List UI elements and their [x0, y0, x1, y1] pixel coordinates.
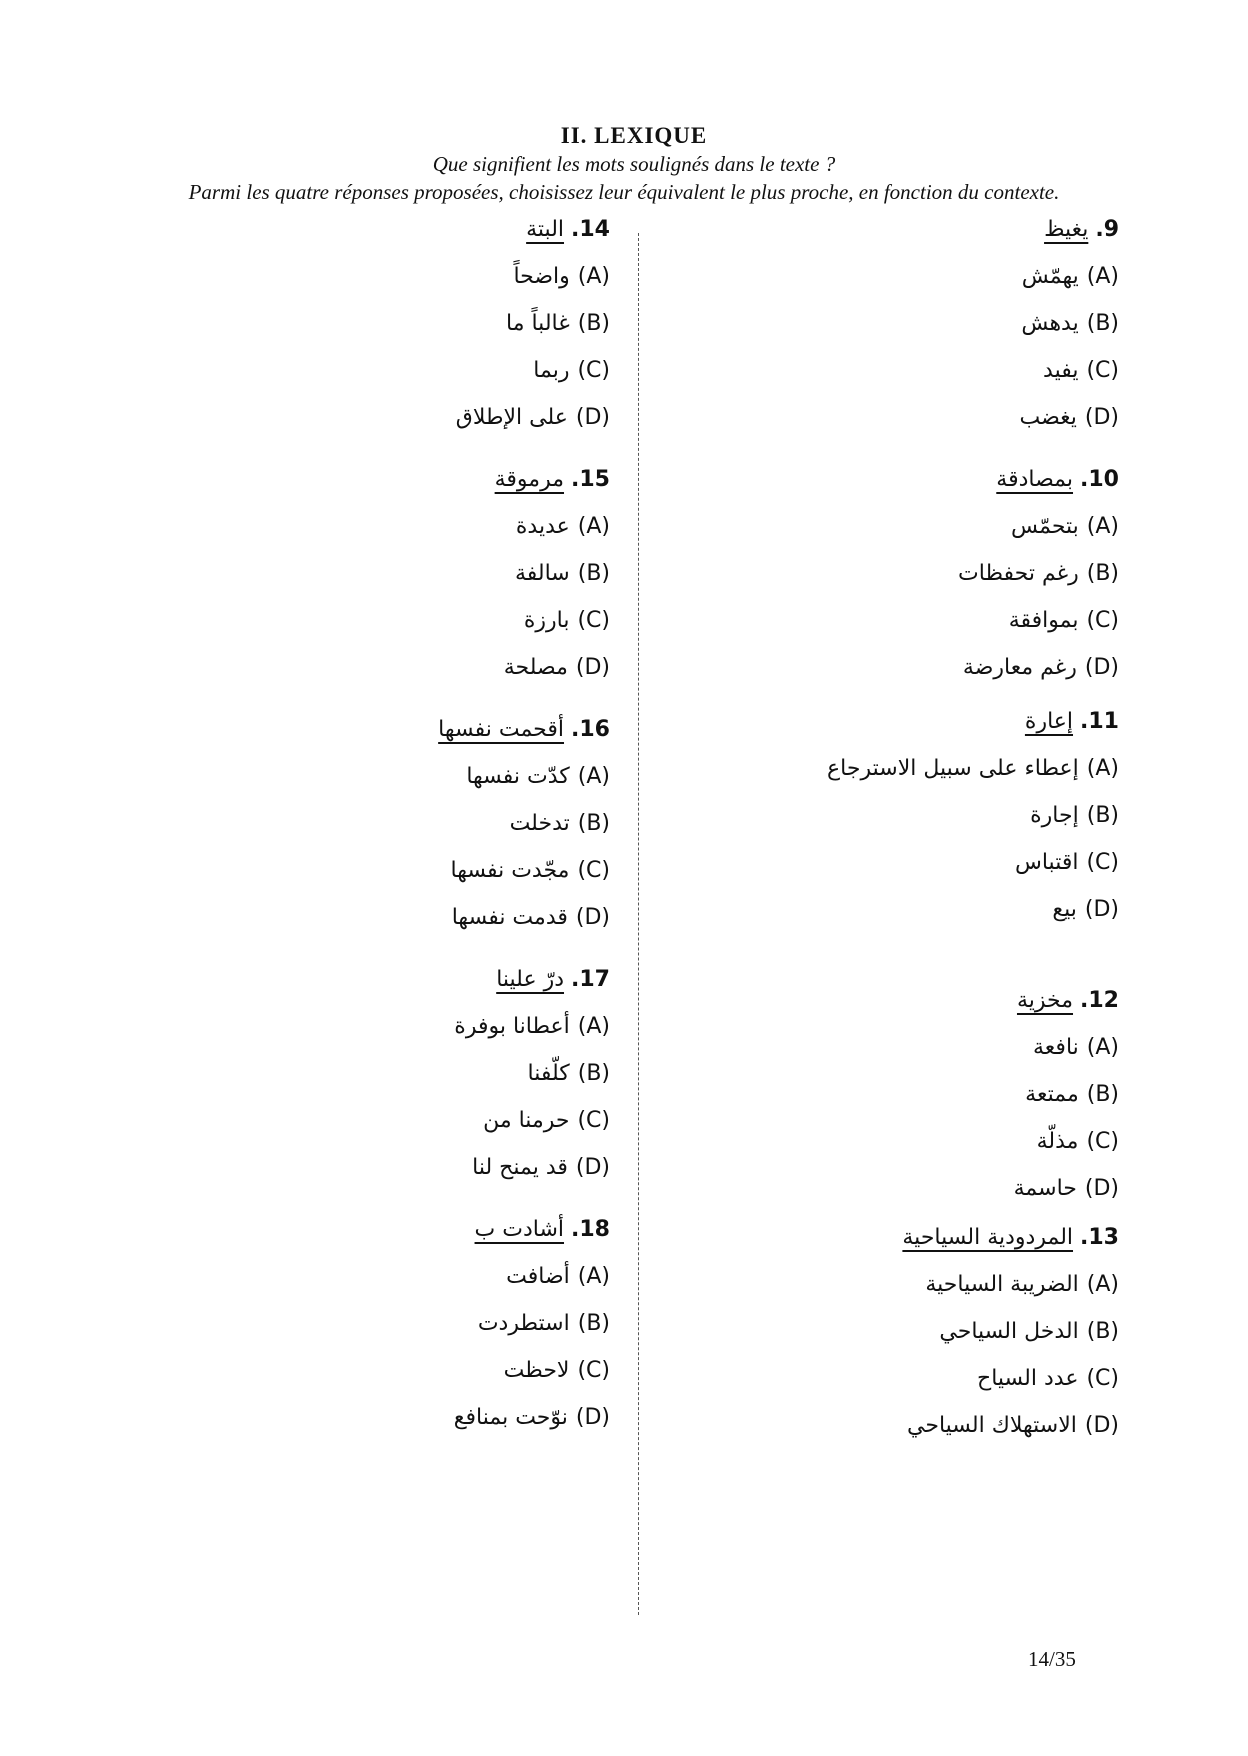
underlined-word: يغيظ — [1044, 217, 1089, 242]
option-text: نوّحت بمنافع — [453, 1405, 568, 1430]
option-text: يغضب — [1019, 405, 1077, 430]
answer-option[interactable] — [902, 1355, 1119, 1402]
option-label: (D) — [575, 405, 610, 430]
option-text: حاسمة — [1013, 1176, 1077, 1201]
answer-option[interactable] — [1014, 1118, 1119, 1165]
answer-option[interactable] — [827, 839, 1119, 886]
option-text: رغم تحفظات — [958, 561, 1079, 586]
answer-option[interactable] — [902, 1308, 1119, 1355]
option-text: أضافت — [506, 1264, 570, 1289]
answer-option[interactable] — [438, 847, 610, 894]
option-label: (B) — [577, 561, 610, 586]
option-text: ربما — [533, 358, 570, 383]
option-text: سالفة — [514, 561, 570, 586]
option-text: إجارة — [1030, 803, 1079, 828]
option-text: الدخل السياحي — [939, 1319, 1079, 1344]
answer-option[interactable] — [495, 550, 610, 597]
column-divider — [638, 233, 639, 1615]
question-number: 11. — [1080, 709, 1119, 734]
option-label: (B) — [577, 1061, 610, 1086]
option-label: (D) — [1084, 405, 1119, 430]
answer-option[interactable] — [1019, 300, 1119, 347]
option-label: (C) — [577, 858, 610, 883]
answer-option[interactable] — [454, 1097, 610, 1144]
underlined-word: مرموقة — [494, 467, 565, 492]
answer-option[interactable] — [958, 550, 1119, 597]
option-label: (C) — [1086, 358, 1119, 383]
option-label: (C) — [577, 608, 610, 633]
answer-option[interactable] — [495, 644, 610, 691]
answer-option[interactable] — [454, 1144, 610, 1191]
question-heading — [1014, 977, 1119, 1024]
option-label: (A) — [1086, 1035, 1119, 1060]
option-label: (A) — [1086, 1272, 1119, 1297]
option-label: (B) — [1086, 1082, 1119, 1107]
option-text: كلّفنا — [527, 1061, 570, 1086]
section-header — [0, 122, 1248, 206]
option-label: (A) — [577, 764, 610, 789]
option-label: (D) — [575, 655, 610, 680]
option-label: (D) — [1084, 897, 1119, 922]
question-heading — [495, 456, 610, 503]
underlined-word: بمصادقة — [996, 467, 1074, 492]
instruction-line-2: Parmi les quatre réponses proposées, choisissez leur équivalent le plus proche, en fonction du contexte. — [188, 180, 1060, 204]
option-text: استطردت — [477, 1311, 570, 1336]
option-text: ممتعة — [1025, 1082, 1079, 1107]
question-number: 16. — [571, 717, 610, 742]
option-text: الضريبة السياحية — [925, 1272, 1079, 1297]
answer-option[interactable] — [454, 1003, 610, 1050]
answer-option[interactable] — [827, 886, 1119, 933]
answer-option[interactable] — [456, 394, 610, 441]
option-label: (C) — [1086, 1129, 1119, 1154]
option-label: (D) — [575, 1405, 610, 1430]
option-label: (D) — [575, 1155, 610, 1180]
option-text: يدهش — [1021, 311, 1079, 336]
question-number: 13. — [1080, 1225, 1119, 1250]
option-label: (C) — [577, 1358, 610, 1383]
underlined-word: درّ علينا — [496, 967, 565, 992]
answer-option[interactable] — [454, 1050, 610, 1097]
question-block — [495, 456, 610, 691]
option-label: (A) — [577, 1264, 610, 1289]
option-label: (A) — [1086, 264, 1119, 289]
option-text: واضحاً — [513, 264, 570, 289]
question-number: 18. — [571, 1217, 610, 1242]
answer-option[interactable] — [495, 503, 610, 550]
answer-option[interactable] — [1019, 394, 1119, 441]
section-title: II. LEXIQUE — [560, 123, 708, 148]
answer-option[interactable] — [438, 894, 610, 941]
underlined-word: البتة — [526, 217, 565, 242]
question-heading — [902, 1214, 1119, 1261]
answer-option[interactable] — [827, 745, 1119, 792]
underlined-word: أقحمت نفسها — [438, 717, 565, 742]
answer-option[interactable] — [456, 347, 610, 394]
option-text: إعطاء على سبيل الاسترجاع — [827, 756, 1079, 781]
answer-option[interactable] — [827, 792, 1119, 839]
answer-option[interactable] — [1019, 253, 1119, 300]
option-label: (A) — [1086, 756, 1119, 781]
question-heading — [454, 1206, 610, 1253]
question-block — [902, 1214, 1119, 1449]
option-label: (B) — [577, 1311, 610, 1336]
option-text: بارزة — [523, 608, 570, 633]
question-number: 10. — [1080, 467, 1119, 492]
answer-option[interactable] — [958, 597, 1119, 644]
option-text: لاحظت — [503, 1358, 570, 1383]
option-text: قد يمنح لنا — [472, 1155, 568, 1180]
page-number: 14/35 — [1028, 1647, 1076, 1671]
option-label: (C) — [1086, 608, 1119, 633]
question-block — [454, 956, 610, 1191]
option-text: مجّدت نفسها — [450, 858, 570, 883]
answer-option[interactable] — [958, 503, 1119, 550]
option-label: (C) — [1086, 850, 1119, 875]
option-label: (B) — [1086, 311, 1119, 336]
option-label: (B) — [577, 811, 610, 836]
answer-option[interactable] — [958, 644, 1119, 691]
option-text: تدخلت — [509, 811, 570, 836]
option-text: مذلّة — [1036, 1129, 1079, 1154]
answer-option[interactable] — [456, 253, 610, 300]
answer-option[interactable] — [456, 300, 610, 347]
option-text: اقتباس — [1015, 850, 1079, 875]
question-heading — [438, 706, 610, 753]
answer-option[interactable] — [902, 1402, 1119, 1449]
option-text: عديدة — [515, 514, 570, 539]
question-heading — [827, 698, 1119, 745]
underlined-word: إعارة — [1024, 709, 1074, 734]
option-label: (B) — [1086, 803, 1119, 828]
answer-option[interactable] — [454, 1394, 610, 1441]
option-text: بتحمّس — [1011, 514, 1079, 539]
question-block — [1014, 977, 1119, 1212]
option-text: يفيد — [1043, 358, 1079, 383]
answer-option[interactable] — [1014, 1024, 1119, 1071]
answer-option[interactable] — [1019, 347, 1119, 394]
option-text: مصلحة — [503, 655, 568, 680]
question-number: 12. — [1080, 988, 1119, 1013]
option-text: على الإطلاق — [455, 405, 568, 430]
option-text: عدد السياح — [977, 1366, 1079, 1391]
option-label: (A) — [577, 514, 610, 539]
question-heading — [456, 206, 610, 253]
question-number: 17. — [571, 967, 610, 992]
option-text: غالباً ما — [506, 311, 570, 336]
underlined-word: أشادت ب — [474, 1217, 565, 1242]
answer-option[interactable] — [454, 1300, 610, 1347]
option-text: نافعة — [1033, 1035, 1079, 1060]
option-text: الاستهلاك السياحي — [907, 1413, 1077, 1438]
question-heading — [454, 956, 610, 1003]
option-label: (B) — [1086, 1319, 1119, 1344]
underlined-word: مخزية — [1016, 988, 1074, 1013]
answer-option[interactable] — [438, 800, 610, 847]
underlined-word: المردودية السياحية — [902, 1225, 1074, 1250]
answer-option[interactable] — [438, 753, 610, 800]
question-number: 14. — [571, 217, 610, 242]
option-label: (C) — [1086, 1366, 1119, 1391]
question-block — [456, 206, 610, 441]
option-label: (B) — [577, 311, 610, 336]
option-text: أعطانا بوفرة — [454, 1014, 570, 1039]
option-text: بموافقة — [1008, 608, 1079, 633]
option-label: (C) — [577, 1108, 610, 1133]
option-label: (A) — [577, 1014, 610, 1039]
option-text: حرمنا من — [483, 1108, 570, 1133]
option-label: (A) — [577, 264, 610, 289]
question-block — [1019, 206, 1119, 441]
instruction-line-1: Que signifient les mots soulignés dans le texte ? — [432, 152, 836, 176]
question-heading — [1019, 206, 1119, 253]
question-block — [827, 698, 1119, 933]
option-text: بيع — [1052, 897, 1077, 922]
option-label: (D) — [1084, 1413, 1119, 1438]
option-label: (C) — [577, 358, 610, 383]
question-block — [454, 1206, 610, 1441]
answer-option[interactable] — [1014, 1165, 1119, 1212]
question-number: 9. — [1095, 217, 1119, 242]
option-label: (D) — [575, 905, 610, 930]
option-label: (B) — [1086, 561, 1119, 586]
answer-option[interactable] — [495, 597, 610, 644]
question-heading — [958, 456, 1119, 503]
question-block — [438, 706, 610, 941]
option-label: (A) — [1086, 514, 1119, 539]
option-text: رغم معارضة — [962, 655, 1077, 680]
option-text: يهمّش — [1021, 264, 1079, 289]
answer-option[interactable] — [1014, 1071, 1119, 1118]
answer-option[interactable] — [902, 1261, 1119, 1308]
option-text: كدّت نفسها — [466, 764, 570, 789]
question-block — [958, 456, 1119, 691]
option-label: (D) — [1084, 655, 1119, 680]
answer-option[interactable] — [454, 1253, 610, 1300]
answer-option[interactable] — [454, 1347, 610, 1394]
question-number: 15. — [571, 467, 610, 492]
option-label: (D) — [1084, 1176, 1119, 1201]
option-text: قدمت نفسها — [451, 905, 568, 930]
